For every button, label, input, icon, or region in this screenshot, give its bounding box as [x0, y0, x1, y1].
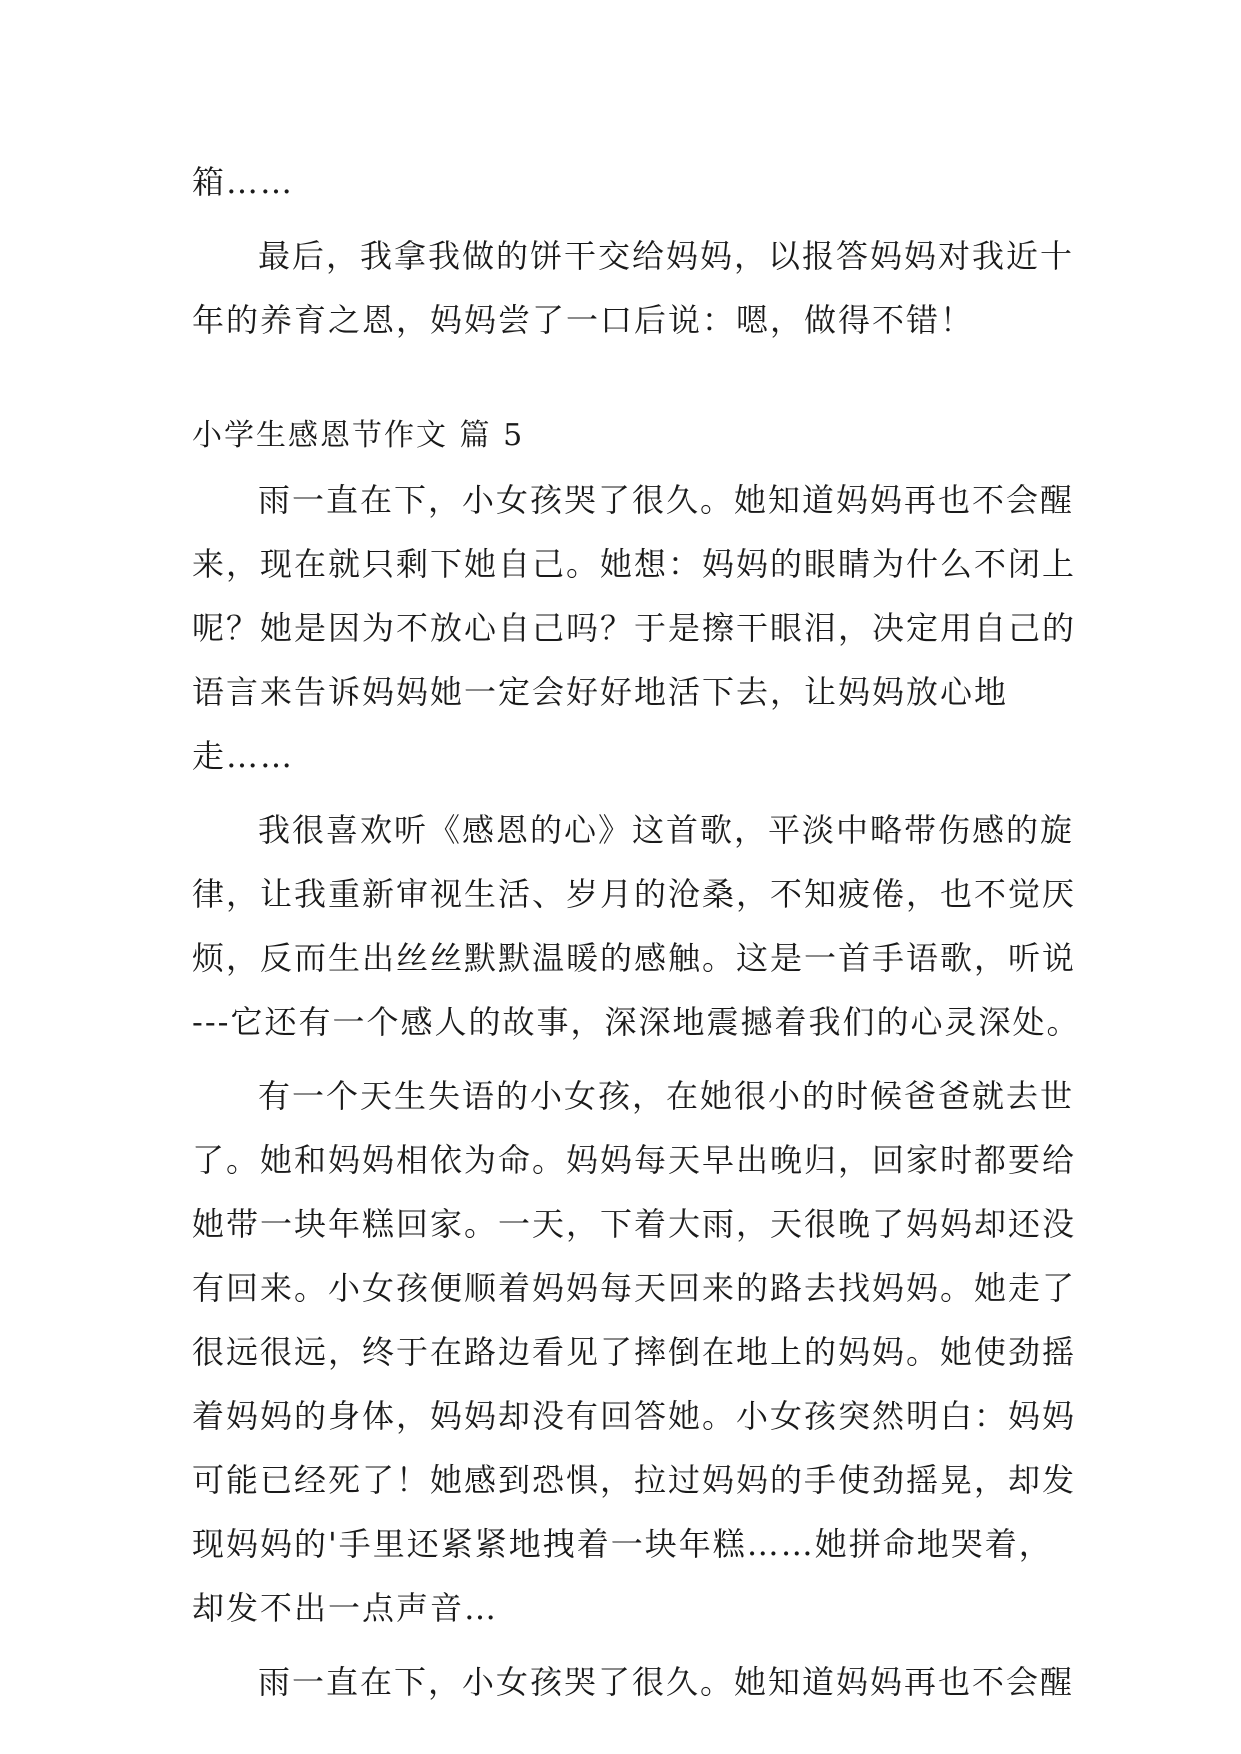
text-line: 雨一直在下，小女孩哭了很久。她知道妈妈再也不会醒: [258, 481, 1075, 519]
paragraph-4: [192, 1064, 1077, 1640]
text-line: 有一个天生失语的小女孩，在她很小的时候爸爸就去世: [258, 1077, 1075, 1115]
paragraph-3: [192, 798, 1081, 1054]
paragraph-0: [192, 150, 1052, 214]
text-line: 了。她和妈妈相依为命。妈妈每天早出晚归，回家时都要给: [192, 1141, 1077, 1179]
text-line: 却发不出一点声音…: [192, 1589, 499, 1627]
text-line: 有回来。小女孩便顺着妈妈每天回来的路去找妈妈。她走了: [192, 1269, 1077, 1307]
document-page: [192, 150, 1081, 1714]
text-line: 现妈妈的'手里还紧紧地拽着一块年糕……她拼命地哭着，: [192, 1525, 1053, 1563]
paragraph-1: [192, 224, 1075, 352]
text-line: 呢？她是因为不放心自己吗？于是擦干眼泪，决定用自己的: [192, 609, 1077, 647]
text-line: 很远很远，终于在路边看见了摔倒在地上的妈妈。她使劲摇: [192, 1333, 1077, 1371]
paragraph-5: [192, 1650, 1075, 1714]
text-line: 律，让我重新审视生活、岁月的沧桑，不知疲倦，也不觉厌: [192, 875, 1077, 913]
text-line: 年的养育之恩，妈妈尝了一口后说：嗯，做得不错！: [192, 301, 975, 339]
text-line: 我很喜欢听《感恩的心》这首歌，平淡中略带伤感的旋: [258, 811, 1075, 849]
text-line: 着妈妈的身体，妈妈却没有回答她。小女孩突然明白：妈妈: [192, 1397, 1077, 1435]
text-line: 箱……: [192, 163, 295, 201]
text-line: 雨一直在下，小女孩哭了很久。她知道妈妈再也不会醒: [258, 1663, 1075, 1701]
text-line: ---它还有一个感人的故事，深深地震撼着我们的心灵深处。: [192, 1003, 1081, 1041]
text-line: 语言来告诉妈妈她一定会好好地活下去，让妈妈放心地: [192, 673, 1009, 711]
text-line: 最后，我拿我做的饼干交给妈妈，以报答妈妈对我近十: [258, 237, 1075, 275]
text-line: 走……: [192, 737, 295, 775]
text-line: 烦，反而生出丝丝默默温暖的感触。这是一首手语歌，听说: [192, 939, 1077, 977]
text-line: 来，现在就只剩下她自己。她想：妈妈的眼睛为什么不闭上: [192, 545, 1077, 583]
paragraph-2: [192, 468, 1077, 788]
section-heading: 小学生感恩节作文 篇 5: [192, 418, 525, 453]
text-line: 可能已经死了！她感到恐惧，拉过妈妈的手使劲摇晃，却发: [192, 1461, 1077, 1499]
text-line: 她带一块年糕回家。一天，下着大雨，天很晚了妈妈却还没: [192, 1205, 1077, 1243]
